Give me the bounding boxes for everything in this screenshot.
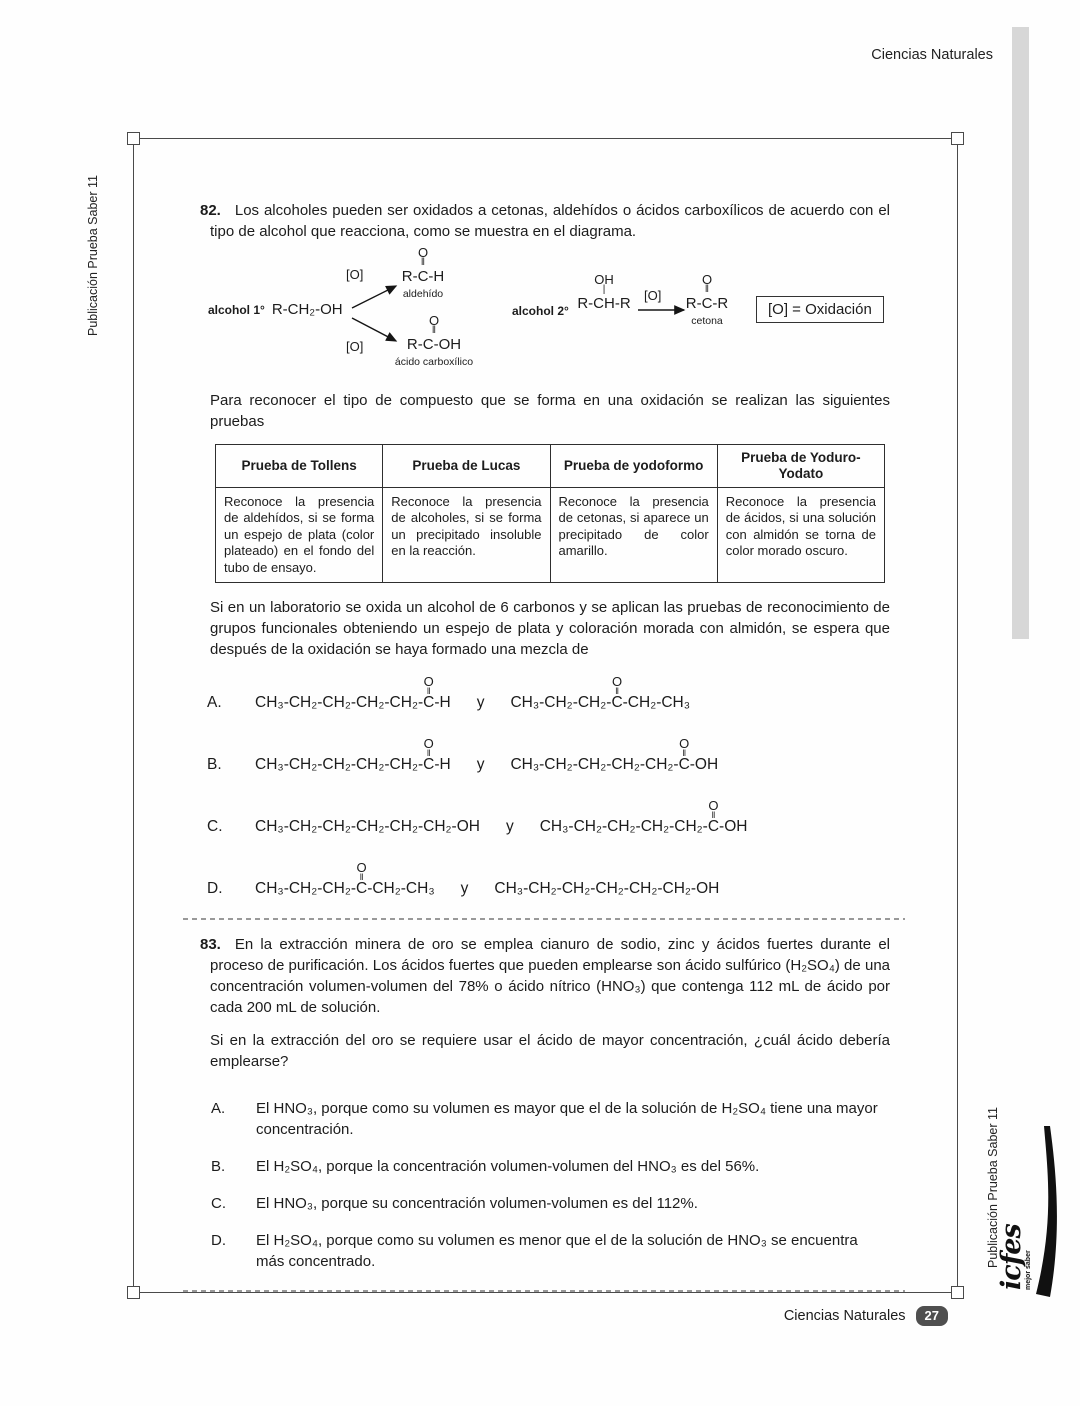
question-83 [200,934,890,1292]
table-cell-yodoformo: Reconoce la presencia de cetonas, si aparece un precipitado de color amarillo. [550,487,717,583]
scan-artifact-strip [1012,27,1029,639]
table-header-lucas: Prueba de Lucas [383,445,550,488]
chemical-formula: CH₃-CH₂-CH₂-CH₂-CH₂-CH₂-OH [255,818,480,836]
alcohol-2-label: alcohol 2° [512,304,569,318]
question-82-stem: Si en un laboratorio se oxida un alcohol de 6 carbonos y se aplican las pruebas de reconocimiento de grupos funcionales obteniendo un espejo de plata y coloración morada con almidón, se espera que después de la oxidación se haya formado una mezcla de [210,599,890,659]
page-header-section-title: Ciencias Naturales [871,47,993,63]
right-margin-publication-text: Publicación Prueba Saber 11 [986,1107,1000,1268]
table-cell-lucas: Reconoce la presencia de alcoholes, si se forma un precipitado insoluble en la reacción. [383,487,550,583]
aldehyde-formula: R-C-H [401,268,445,285]
option-83-d [200,1230,890,1272]
corner-ornament-top-right [951,132,964,145]
acid-oxygen: O [428,313,440,328]
option-letter: C. [207,818,223,836]
table-cell-tollens: Reconoce la presencia de aldehídos, si se forma un espejo de plata (color plateado) en el fondo del tubo de ensayo. [216,487,383,583]
option-text: El H₂SO₄, porque como su volumen es menor que el de la solución de HNO₃ se encuentra más concentrado. [256,1232,858,1271]
option-letter: D. [207,880,223,898]
oxidant-label-lower: [O] [346,339,364,354]
option-letter: A. [207,694,222,712]
aldehyde-structure [384,246,462,301]
chemical-formula: CH₃-CH₂-CH₂-CH₂-CH₂-CH₂-OH [494,880,720,898]
question-82-intro-text: Los alcoholes pueden ser oxidados a cetonas, aldehídos o ácidos carboxílicos de acuerdo con el tipo de alcohol que reacciona, como se muestra en el diagrama. [210,202,890,240]
option-text: El H₂SO₄, porque la concentración volumen-volumen del HNO₃ es del 56%. [256,1158,760,1176]
left-margin-publication-text: Publicación Prueba Saber 11 [86,175,100,336]
oxidant-label-upper: [O] [346,267,364,282]
table-header-yodoformo: Prueba de yodoformo [550,445,717,488]
chemical-formula: CH₃-CH₂-CH₂-CH₂-CH₂- O ‖ C-H [255,736,451,774]
chemical-formula: CH₃-CH₂-CH₂- O ‖ C-CH₂-CH₃ [255,860,435,898]
icfes-logo [998,1128,1060,1303]
chemical-formula: CH₃-CH₂-CH₂- O ‖ C-CH₂-CH₃ [510,674,691,712]
carbonyl-group: O ‖ C [356,860,368,898]
aldehyde-oxygen: O [417,245,429,260]
ketone-structure [670,273,744,328]
carbonyl-group: O ‖ C [611,674,623,712]
pruebas-table [215,444,885,583]
option-letter: A. [211,1100,226,1118]
table-header-yoduro-yodato: Prueba de Yoduro-Yodato [717,445,884,488]
aldehyde-label: aldehído [402,287,444,300]
oxidation-legend-box: [O] = Oxidación [756,296,884,323]
acid-formula: R-C-OH [406,336,462,353]
corner-ornament-top-left [127,132,140,145]
corner-ornament-bottom-right [951,1286,964,1299]
icfes-wordmark: icfes [996,1224,1027,1290]
option-82-d [200,860,890,898]
page-footer [0,1306,948,1326]
option-text: El HNO₃, porque su concentración volumen-volumen es del 112%. [256,1195,698,1213]
question-83-intro-text: En la extracción minera de oro se emplea cianuro de sodio, zinc y ácidos fuertes durante el proceso de purificación. Los ácidos fuertes que pueden emplearse son ácido sulfúrico (H₂SO₄) de una concentración volumen-volumen del 78% o ácido nítrico (HNO₃) que contenga 112 mL de ácido por cada 200 mL de solución. [210,936,890,1017]
option-letter: D. [211,1232,226,1250]
conjunction: y [460,880,469,898]
chemical-formula: CH₃-CH₂-CH₂-CH₂-CH₂- O ‖ C-OH [510,736,719,774]
page-number-badge: 27 [916,1306,948,1326]
corner-ornament-bottom-left [127,1286,140,1299]
alcohol-1-formula: R-CH₂-OH [271,301,343,318]
option-83-a [200,1098,890,1140]
option-letter: C. [211,1195,226,1213]
carbonyl-group: O ‖ C [423,736,435,774]
conjunction: y [476,756,485,774]
conjunction: y [476,694,485,712]
table-header-tollens: Prueba de Tollens [216,445,383,488]
carbonyl-group: O ‖ C [707,798,720,836]
double-bond-icon: ‖ [420,257,426,268]
single-bond-icon: | [602,284,606,295]
alcohol-1-label: alcohol 1° [208,303,265,317]
question-82-intro [200,200,890,242]
option-text: El HNO₃, porque como su volumen es mayor que el de la solución de H₂SO₄ tiene una mayor concentración. [256,1100,878,1139]
option-82-a [200,674,890,712]
option-82-c [200,798,890,836]
ketone-label: cetona [691,314,723,327]
oxidation-diagram [200,246,890,382]
option-letter: B. [211,1158,226,1176]
pre-table-text: Para reconocer el tipo de compuesto que se forma en una oxidación se realizan las siguientes pruebas [210,392,890,430]
table-row [216,487,885,583]
alcohol-2-hydroxyl: OH [594,272,614,287]
carbonyl-group: O ‖ C [678,736,690,774]
question-83-intro [200,934,890,1018]
option-83-c [200,1193,890,1214]
icfes-tagline: mejor saber [1025,1250,1032,1290]
table-header-row [216,445,885,488]
chemical-formula: CH₃-CH₂-CH₂-CH₂-CH₂- O ‖ C-H [255,674,451,712]
dashed-separator [183,918,905,920]
carbonyl-group: O ‖ C [423,674,435,712]
double-bond-icon: ‖ [431,325,437,336]
ketone-formula: R-C-R [685,295,729,312]
chemical-formula: CH₃-CH₂-CH₂-CH₂-CH₂- O ‖ C-OH [539,798,748,836]
oxidant-label-right: [O] [644,288,662,303]
option-82-b [200,736,890,774]
carboxylic-acid-structure [386,314,482,369]
question-83-number: 83. [200,936,221,954]
double-bond-icon: ‖ [704,284,710,295]
dashed-separator [183,1290,905,1292]
question-83-stem: Si en la extracción del oro se requiere usar el ácido de mayor concentración, ¿cuál ácido debería emplearse? [210,1032,890,1071]
conjunction: y [505,818,514,836]
option-letter: B. [207,756,222,774]
footer-section-title: Ciencias Naturales [783,1307,906,1324]
secondary-alcohol-structure [564,273,644,314]
option-83-b [200,1156,890,1177]
primary-alcohol-group [208,301,343,318]
question-82-number: 82. [200,202,221,219]
content-column [200,200,890,1292]
acid-label: ácido carboxílico [394,355,474,368]
alcohol-2-formula: R-CH-R [577,295,631,312]
table-cell-yoduro-yodato: Reconoce la presencia de ácidos, si una solución con almidón se torna de color morado oscuro. [717,487,884,583]
ketone-oxygen: O [701,272,713,287]
icfes-swoosh-icon [1034,1126,1060,1298]
